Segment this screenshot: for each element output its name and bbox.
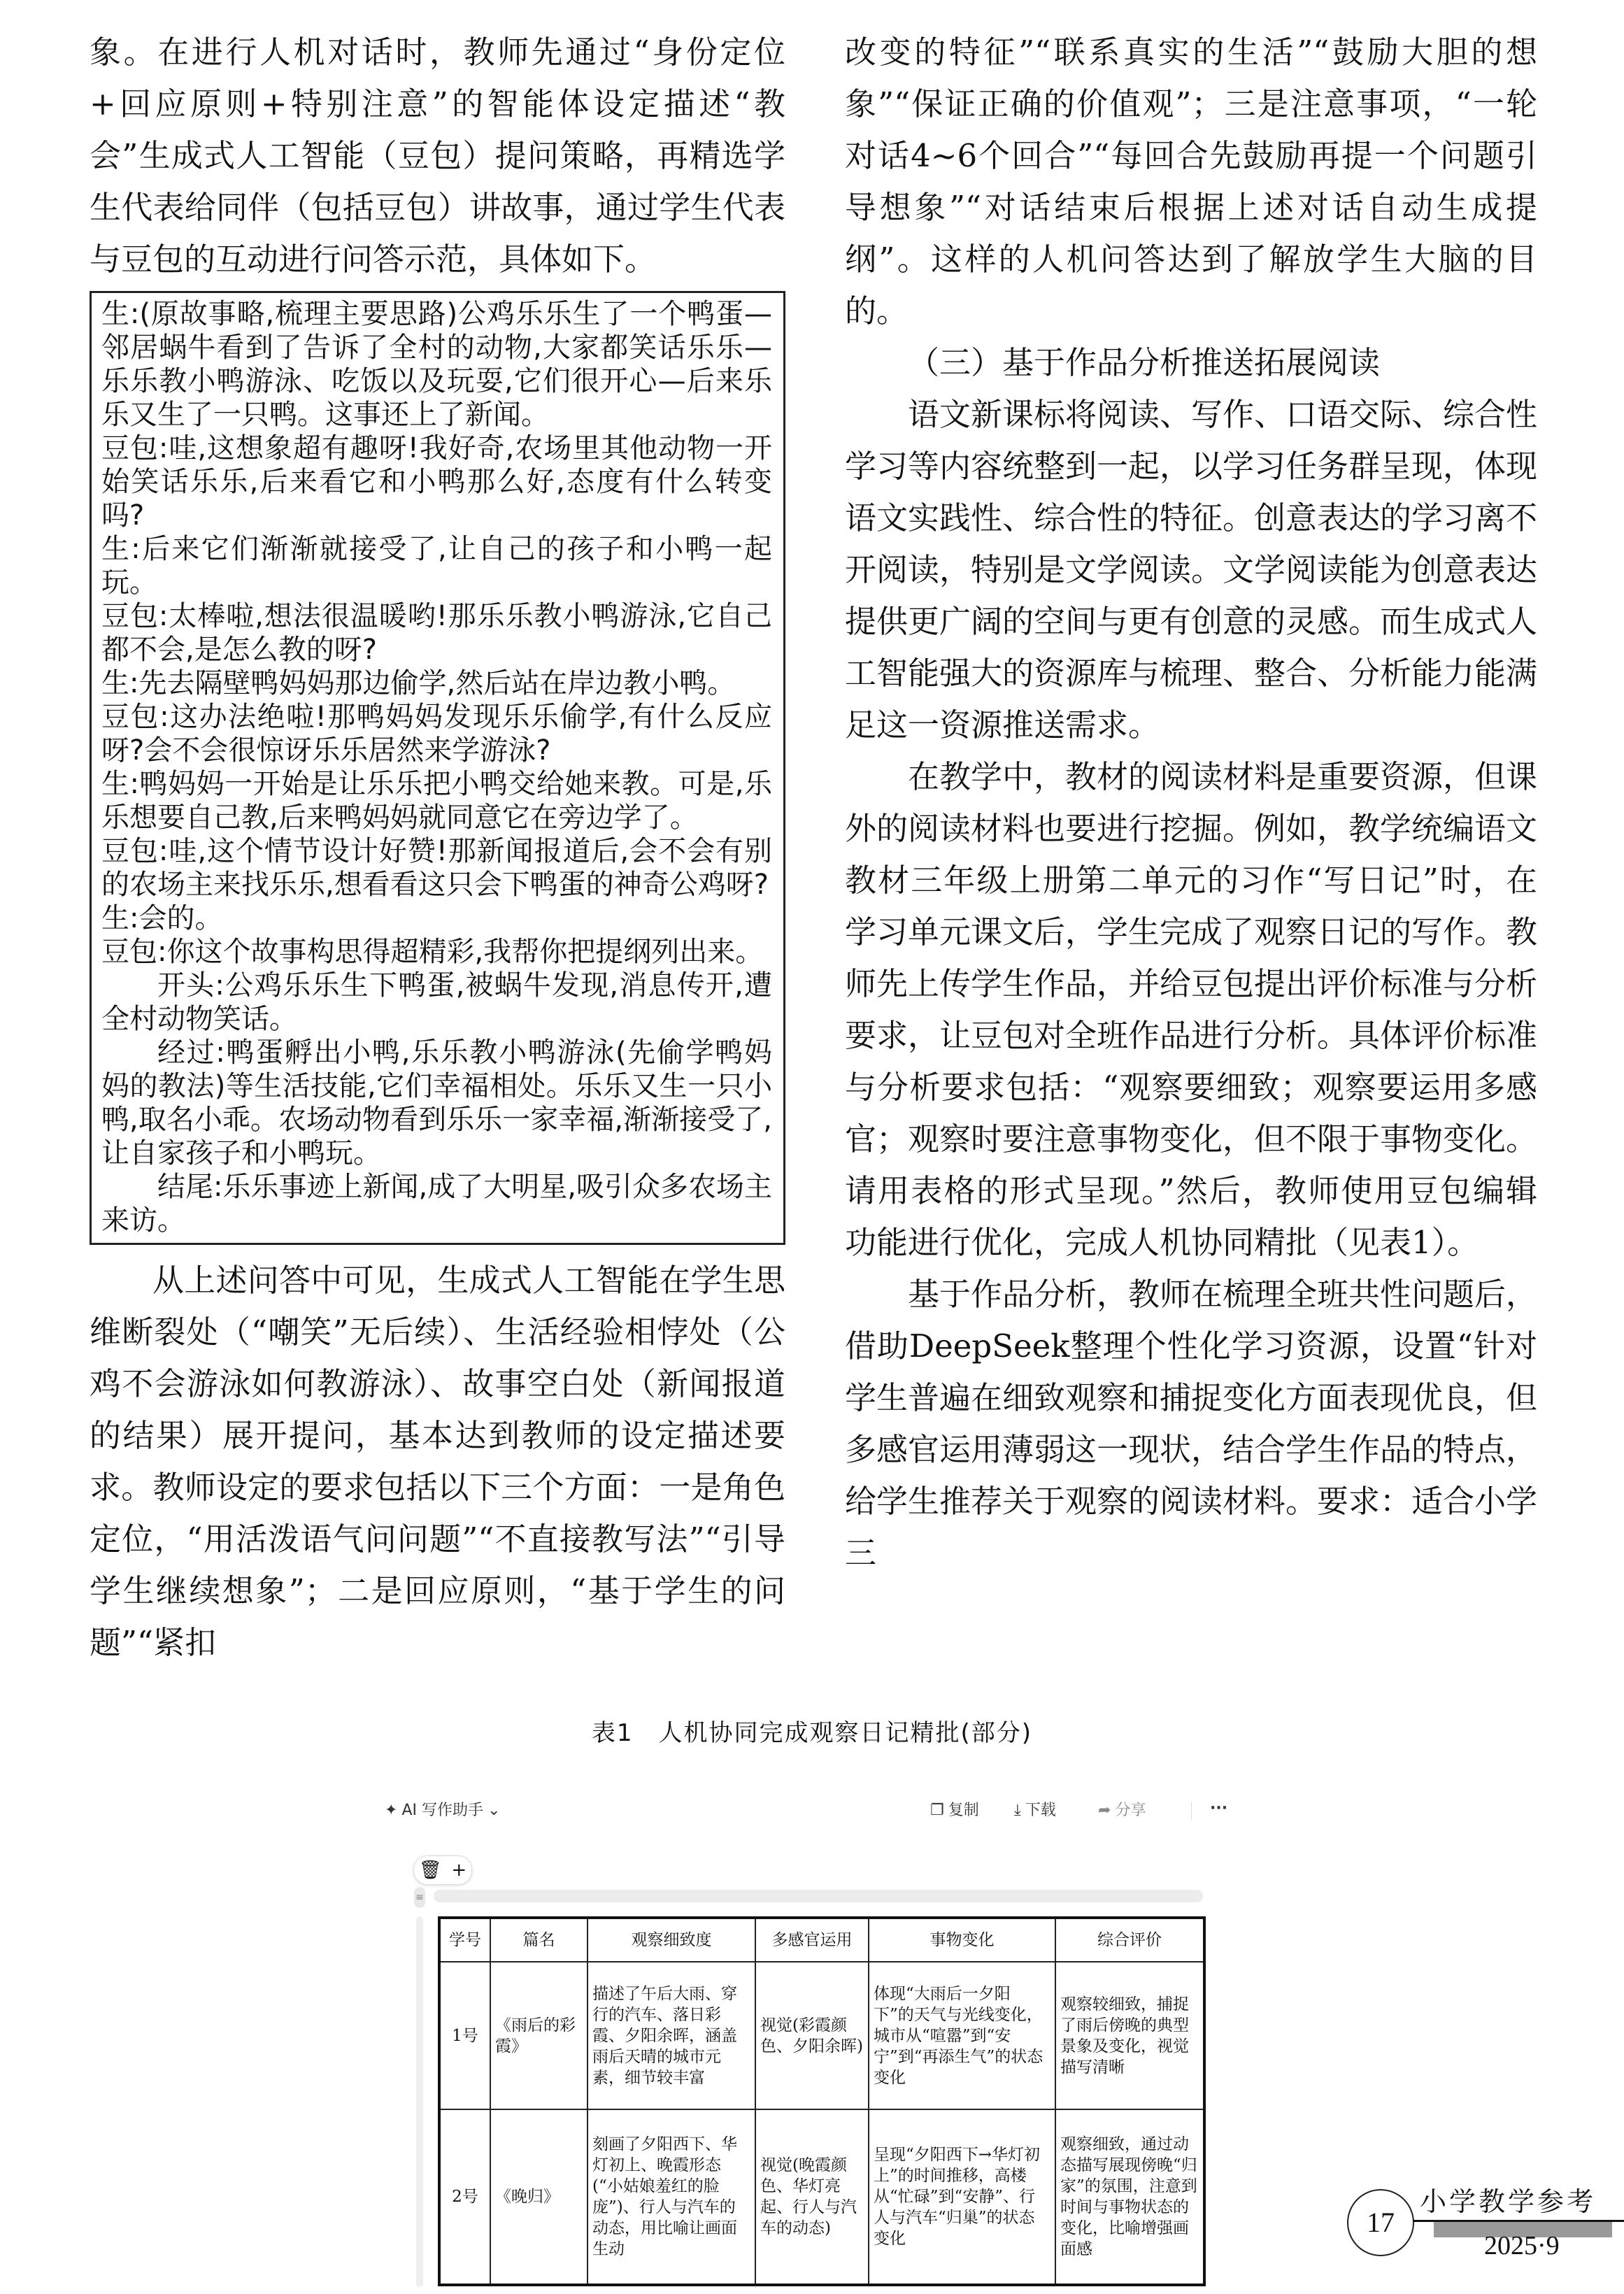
- table-header-row: [439, 1918, 1204, 1962]
- dialogue-line: 生:(原故事略,梳理主要思路)公鸡乐乐生了一个鸭蛋—邻居蜗牛看到了告诉了全村的动物,大家都笑话乐乐—乐乐教小鸭游泳、吃饭以及玩耍,它们很开心—后来乐乐又生了一只鸭。这事还上了新闻。: [101, 298, 772, 431]
- table-container: [374, 1783, 1248, 2286]
- table-cell: 1号: [439, 1962, 490, 2109]
- header-cell: 学号: [439, 1918, 490, 1962]
- paragraph: 在教学中，教材的阅读材料是重要资源，但课外的阅读材料也要进行挖掘。例如，教学统编语文教材三年级上册第二单元的习作“写日记”时，在学习单元课文后，学生完成了观察日记的写作。教师先上传学生作品，并给豆包提出评价标准与分析要求，让豆包对全班作品进行分析。具体评价标准与分析要求包括：“观察要细致；观察要运用多感官；观察时要注意事物变化，但不限于事物变化。请用表格的形式呈现。”然后，教师使用豆包编辑功能进行优化，完成人机协同精批（见表1）。: [845, 758, 1538, 1261]
- table-cell: 描述了午后大雨、穿行的汽车、落日彩霞、夕阳余晖，涵盖雨后天晴的城市元素，细节较丰富: [587, 1962, 755, 2109]
- plus-icon[interactable]: +: [451, 1860, 467, 1881]
- share-icon: ➦: [1098, 1802, 1111, 1819]
- divider: [1191, 1802, 1192, 1820]
- share-label: 分享: [1115, 1802, 1146, 1819]
- paragraph: 从上述问答中可见，生成式人工智能在学生思维断裂处（“嘲笑”无后续）、生活经验相悖处（公鸡不会游泳如何教游泳）、故事空白处（新闻报道的结果）展开提问，基本达到教师的设定描述要求。教师设定的要求包括以下三个方面：一是角色定位，“用活泼语气问问题”“不直接教写法”“引导学生继续想象”；二是回应原则，“基于学生的问题”“紧扣: [90, 1262, 785, 1661]
- header-cell: 篇名: [490, 1918, 587, 1962]
- paragraph: 基于作品分析，教师在梳理全班共性问题后，借助DeepSeek整理个性化学习资源，设置“针对学生普遍在细致观察和捕捉变化方面表现优良，但多感官运用薄弱这一现状，结合学生作品的特点，给学生推荐关于观察的阅读材料。要求：适合小学三: [845, 1276, 1538, 1572]
- paragraph: 语文新课标将阅读、写作、口语交际、综合性学习等内容统整到一起，以学习任务群呈现，体现语文实践性、综合性的特征。创意表达的学习离不开阅读，特别是文学阅读。文学阅读能为创意表达提供更广阔的空间与更有创意的灵感。而生成式人工智能强大的资源库与梳理、整合、分析能力能满足这一资源推送需求。: [845, 396, 1538, 743]
- paragraph: 改变的特征”“联系真实的生活”“鼓励大胆的想象”“保证正确的价值观”；三是注意事项，“一轮对话4~6个回合”“每回合先鼓励再提一个问题引导想象”“对话结束后根据上述对话自动生成提纲”。这样的人机问答达到了解放学生大脑的目的。: [845, 34, 1537, 329]
- copy-button[interactable]: [930, 1801, 979, 1821]
- dialogue-box: [90, 291, 785, 1245]
- header-cell: 多感官运用: [755, 1918, 869, 1962]
- dialogue-line: 豆包:哇,这个情节设计好赞!那新闻报道后,会不会有别的农场主来找乐乐,想看看这只会下鸭蛋的神奇公鸡呀?: [101, 835, 772, 901]
- page-body: [0, 27, 1624, 2294]
- columns: [0, 27, 1624, 1669]
- table-cell: 刻画了夕阳西下、华灯初上、晚霞形态(“小姑娘羞红的脸庞”)、行人与汽车的动态，用比喻让画面生动: [587, 2109, 755, 2285]
- table-cell: 呈现“夕阳西下→华灯初上”的时间推移，高楼从“忙碌”到“安静”、行人与汽车“归巢”的状态变化: [869, 2109, 1055, 2285]
- table-cell: 观察细致，通过动态描写展现傍晚“归家”的氛围，注意到时间与事物状态的变化，比喻增强画面感: [1055, 2109, 1204, 2285]
- table-cell: 视觉(彩霞颜色、夕阳余晖): [755, 1962, 869, 2109]
- dialogue-line: 豆包:哇,这想象超有趣呀!我好奇,农场里其他动物一开始笑话乐乐,后来看它和小鸭那么好,态度有什么转变吗?: [101, 432, 772, 532]
- sparkle-icon: ✦: [385, 1802, 398, 1819]
- copy-label: 复制: [948, 1802, 979, 1819]
- header-cell: 综合评价: [1055, 1918, 1204, 1962]
- table-caption: 表1 人机协同完成观察日记精批(部分): [591, 1719, 1033, 1747]
- evaluation-table: [438, 1916, 1206, 2286]
- outline-item: 开头:公鸡乐乐生下鸭蛋,被蜗牛发现,消息传开,遭全村动物笑话。: [101, 969, 772, 1035]
- dialogue-line: 豆包:太棒啦,想法很温暖哟!那乐乐教小鸭游泳,它自己都不会,是怎么教的呀?: [101, 600, 772, 666]
- page-number: 17: [1347, 2189, 1414, 2256]
- issue-number: 2025·9: [1484, 2231, 1560, 2260]
- download-icon: ⤓: [1014, 1802, 1021, 1819]
- drag-handle[interactable]: ≡: [414, 1887, 425, 1908]
- dialogue-line: 生:后来它们渐渐就接受了,让自己的孩子和小鸭一起玩。: [101, 533, 772, 599]
- table-cell: 《雨后的彩霞》: [490, 1962, 587, 2109]
- table-cell: 观察较细致，捕捉了雨后傍晚的典型景象及变化，视觉描写清晰: [1055, 1962, 1204, 2109]
- vertical-rail: [416, 1916, 423, 2287]
- download-label: 下载: [1025, 1802, 1056, 1819]
- dialogue-line: 生:鸭妈妈一开始是让乐乐把小鸭交给她来教。可是,乐乐想要自己教,后来鸭妈妈就同意它在旁边学了。: [101, 768, 772, 834]
- embedded-screenshot: [374, 1783, 1248, 2294]
- share-button[interactable]: [1098, 1801, 1146, 1821]
- table-row: [439, 2109, 1204, 2285]
- dialogue-line: 生:会的。: [101, 902, 223, 934]
- ai-writing-assistant-menu[interactable]: [385, 1801, 500, 1821]
- more-button[interactable]: ···: [1210, 1800, 1228, 1817]
- trash-icon[interactable]: 🗑: [418, 1860, 442, 1881]
- horizontal-scrollbar[interactable]: [434, 1890, 1203, 1902]
- table-tools: [413, 1855, 472, 1885]
- table-cell: 体现“大雨后一夕阳下”的天气与光线变化，城市从“喧嚣”到“安宁”到“再添生气”的状态变化: [869, 1962, 1055, 2109]
- chevron-down-icon: ⌄: [487, 1802, 501, 1819]
- section-heading: （三）基于作品分析推送拓展阅读: [908, 344, 1381, 381]
- journal-name: 小学教学参考: [1420, 2186, 1597, 2217]
- right-column: [845, 27, 1537, 1579]
- table-row: [439, 1962, 1204, 2109]
- paragraph: 象。在进行人机对话时，教师先通过“身份定位+回应原则+特别注意”的智能体设定描述“教会”生成式人工智能（豆包）提问策略，再精选学生代表给同伴（包括豆包）讲故事，通过学生代表与豆包的互动进行问答示范，具体如下。: [90, 34, 785, 278]
- header-cell: 事物变化: [869, 1918, 1055, 1962]
- dialogue-line: 生:先去隔壁鸭妈妈那边偷学,然后站在岸边教小鸭。: [101, 667, 736, 699]
- dialogue-line: 豆包:你这个故事构思得超精彩,我帮你把提纲列出来。: [101, 936, 764, 968]
- assistant-label: AI 写作助手: [401, 1802, 483, 1819]
- copy-icon: ❐: [930, 1802, 944, 1819]
- table-cell: 《晚归》: [490, 2109, 587, 2285]
- outline-item: 结尾:乐乐事迹上新闻,成了大明星,吸引众多农场主来访。: [101, 1171, 772, 1237]
- download-button[interactable]: [1014, 1801, 1056, 1821]
- outline-item: 经过:鸭蛋孵出小鸭,乐乐教小鸭游泳(先偷学鸭妈妈的教法)等生活技能,它们幸福相处。乐乐又生一只小鸭,取名小乖。农场动物看到乐乐一家幸福,渐渐接受了,让自家孩子和小鸭玩。: [101, 1036, 772, 1169]
- table-cell: 2号: [439, 2109, 490, 2285]
- header-cell: 观察细致度: [587, 1918, 755, 1962]
- dialogue-line: 豆包:这办法绝啦!那鸭妈妈发现乐乐偷学,有什么反应呀?会不会很惊讶乐乐居然来学游泳?: [101, 701, 772, 767]
- left-column: [90, 27, 785, 1669]
- table-cell: 视觉(晚霞颜色、华灯亮起、行人与汽车的动态): [755, 2109, 869, 2285]
